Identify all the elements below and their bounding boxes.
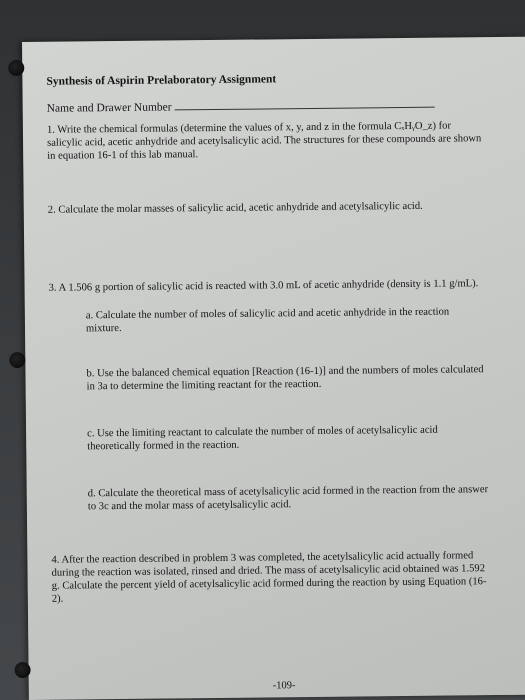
question-1 bbox=[47, 119, 482, 163]
question-2-number: 2. bbox=[47, 204, 56, 216]
question-2-text: Calculate the molar masses of salicylic acid, acetic anhydride and acetylsalicylic acid. bbox=[58, 200, 423, 216]
question-3c-text: Use the limiting reactant to calculate the number of moles of acetylsalicylic acid theoretically formed in the reaction. bbox=[87, 424, 438, 453]
question-3c bbox=[87, 423, 487, 453]
question-3a-label: a. bbox=[85, 310, 94, 322]
question-4 bbox=[51, 549, 492, 606]
question-3b-text: Use the balanced chemical equation [Reaction (16-1)] and the numbers of moles calculated in 3a to determine the limiting reactant for the reaction. bbox=[86, 364, 484, 393]
name-field-row bbox=[47, 97, 435, 115]
name-blank-line[interactable] bbox=[174, 97, 434, 111]
page-number: -109- bbox=[272, 680, 296, 692]
question-3d-label: d. bbox=[87, 488, 96, 500]
question-3c-label: c. bbox=[87, 428, 95, 440]
question-4-text: After the reaction described in problem 3 was completed, the acetylsalicylic acid actually formed during the reaction was isolated, rinsed and dried. The mass of acetylsalicylic acid obtained was 1.592 g. Calculate the percent yield of acetylsalicylic acid formed during the reaction by using Equation (16-2). bbox=[51, 550, 487, 605]
question-4-number: 4. bbox=[51, 554, 60, 566]
question-3-text: A 1.506 g portion of salicylic acid is reacted with 3.0 mL of acetic anhydride (density is 1.1 g/mL). bbox=[58, 278, 479, 294]
worksheet-content bbox=[46, 37, 489, 692]
question-3a bbox=[86, 305, 486, 335]
binder-hole-top bbox=[8, 60, 24, 76]
question-3a-text: Calculate the number of moles of salicylic acid and acetic anhydride in the reaction mixture. bbox=[85, 306, 450, 335]
binder-hole-bottom bbox=[14, 662, 30, 678]
question-3-number: 3. bbox=[48, 282, 57, 294]
question-3d bbox=[88, 483, 493, 513]
question-3d-text: Calculate the theoretical mass of acetylsalicylic acid formed in the reaction from the answer to 3c and the molar mass of acetylsalicylic acid. bbox=[87, 484, 489, 513]
question-3b-label: b. bbox=[86, 368, 95, 380]
question-3 bbox=[49, 277, 489, 295]
worksheet-page bbox=[22, 37, 525, 700]
question-3b bbox=[86, 363, 486, 393]
name-label: Name and Drawer Number bbox=[46, 101, 172, 115]
question-1-number: 1. bbox=[46, 124, 55, 136]
question-2 bbox=[48, 199, 483, 217]
question-1-text: Write the chemical formulas (determine the values of x, y, and z in the formula CₓHᵧO_z) for salicylic acid, acetic anhydride and acetylsalicylic acid. The structures for these compounds are shown in equation 16-1 of this lab manual. bbox=[47, 120, 482, 162]
page-title: Synthesis of Aspirin Prelaboratory Assignment bbox=[46, 73, 277, 88]
binder-hole-middle bbox=[9, 352, 25, 368]
